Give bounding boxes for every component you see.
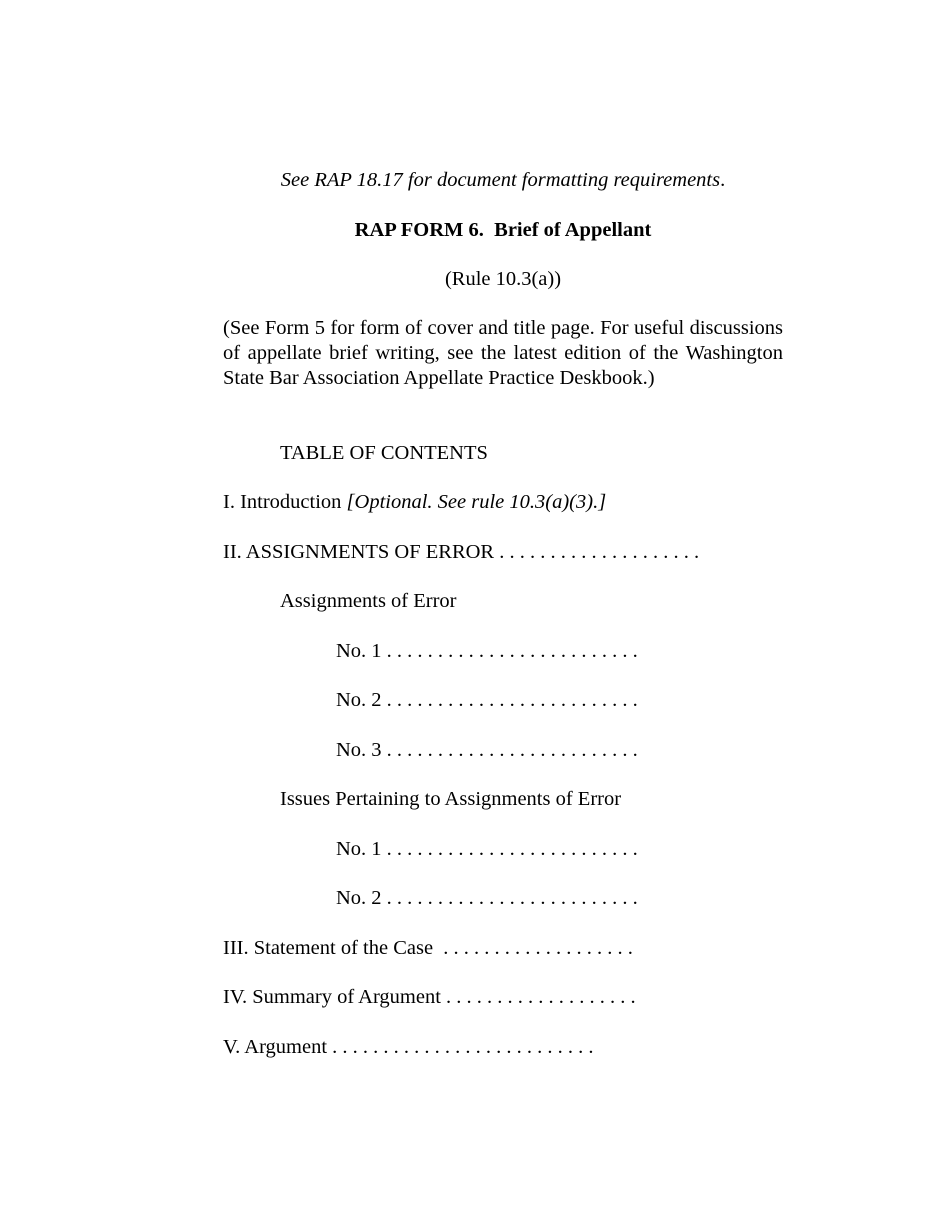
toc-heading: TABLE OF CONTENTS	[280, 442, 488, 464]
toc-issue-item: No. 1 . . . . . . . . . . . . . . . . . . . . . . . . .	[336, 838, 638, 860]
toc-statement-of-case: III. Statement of the Case . . . . . . . . . . . . . . . . . . .	[223, 937, 633, 959]
form-title: RAP FORM 6. Brief of Appellant	[354, 219, 652, 241]
toc-introduction-note: [Optional. See rule 10.3(a)(3).]	[346, 491, 607, 513]
toc-argument: V. Argument . . . . . . . . . . . . . . . . . . . . . . . . . .	[223, 1036, 594, 1058]
toc-introduction-label: I. Introduction	[223, 491, 347, 513]
toc-issue-item: No. 2 . . . . . . . . . . . . . . . . . . . . . . . . .	[336, 887, 638, 909]
toc-issues-subheading: Issues Pertaining to Assignments of Error	[280, 788, 622, 810]
rule-reference: (Rule 10.3(a))	[444, 268, 562, 290]
formatting-note	[0, 170, 950, 191]
toc-summary-of-argument: IV. Summary of Argument . . . . . . . . . . . . . . . . . . .	[223, 986, 636, 1008]
formatting-note-period: .	[720, 169, 726, 191]
toc-assignment-item: No. 2 . . . . . . . . . . . . . . . . . . . . . . . . .	[336, 689, 638, 711]
toc-assignments-of-error: II. ASSIGNMENTS OF ERROR . . . . . . . . . . . . . . . . . . . .	[223, 541, 700, 563]
toc-assignment-item: No. 1 . . . . . . . . . . . . . . . . . . . . . . . . .	[336, 640, 638, 662]
toc-introduction	[223, 492, 606, 513]
toc-assignment-item: No. 3 . . . . . . . . . . . . . . . . . . . . . . . . .	[336, 739, 638, 761]
toc-assignments-subheading: Assignments of Error	[280, 590, 457, 612]
formatting-note-text: See RAP 18.17 for document formatting requirements	[280, 169, 721, 191]
intro-paragraph: (See Form 5 for form of cover and title page. For useful discussions of appellate brief writing, see the latest edition of the Washington State Bar Association Appellate Practice Deskbook.)	[223, 317, 783, 389]
